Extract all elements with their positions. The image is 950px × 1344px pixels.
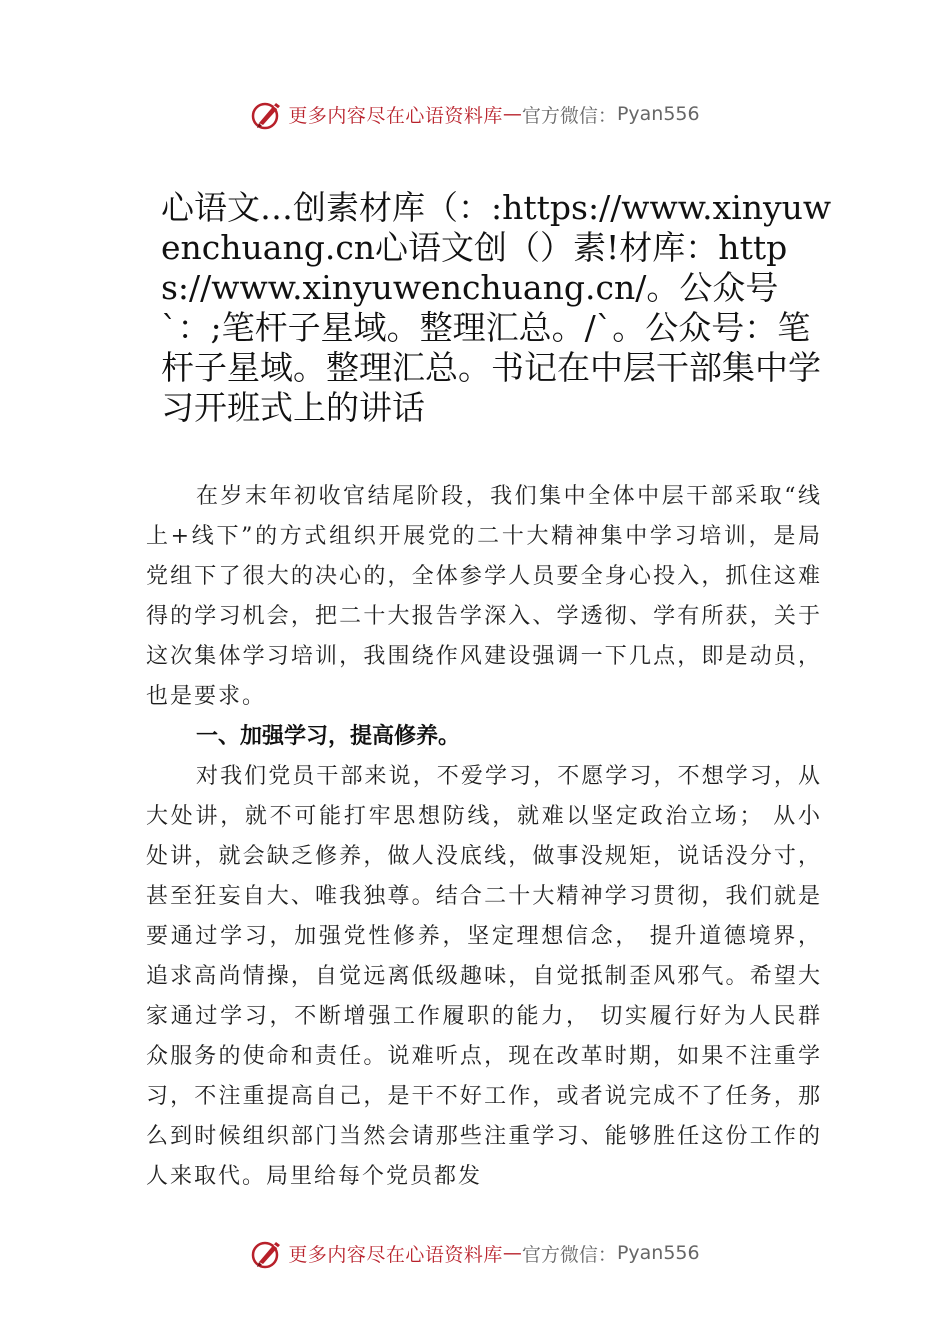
quill-pen-logo-icon <box>250 97 284 131</box>
banner-wechat-label: 官方微信： <box>521 1243 617 1266</box>
quill-pen-logo-icon <box>250 1236 284 1270</box>
body-paragraph-1: 在岁末年初收官结尾阶段，我们集中全体中层干部采取“线上+线下”的方式组织开展党的二十大精神集中学习培训，是局党组下了很大的决心的，全体参学人员要全身心投入，抓住这难得的学习机会，把二十大报告学深入、学透彻、学有所获，关于这次集体学习培训，我围绕作风建设强调一下几点，即是动员，也是要求。 <box>146 484 822 709</box>
header-banner <box>0 94 950 134</box>
body-paragraph-2: 对我们党员干部来说，不爱学习，不愿学习，不想学习，从大处讲，就不可能打牢思想防线，就难以坚定政治立场； 从小处讲，就会缺乏修养，做人没底线，做事没规矩，说话没分寸，甚至狂妄自大、唯我独尊。结合二十大精神学习贯彻，我们就是要通过学习，加强党性修养，坚定理想信念， 提升道德境界，追求高尚情操，自觉远离低级趣味，自觉抵制歪风邪气。希望大家通过学习，不断增强工作履职的能力， 切实履行好为人民群众服务的使命和责任。说难听点，现在改革时期，如果不注重学习，不注重提高自己，是干不好工作，或者说完成不了任务，那么到时候组织部门当然会请那些注重学习、能够胜任这份工作的人来取代。局里给每个党员都发 <box>146 764 822 1189</box>
document-body <box>146 477 822 1197</box>
banner-wechat-id: Pyan556 <box>616 103 700 125</box>
banner-brand-text: 更多内容尽在心语资料库 <box>288 104 503 127</box>
document-title: 心语文…创素材库（：:https://www.xinyuwenchuang.cn心语文创（）素!材库：https://www.xinyuwenchuang.cn/。公众号`：;笔杆子星域。整理汇总。/`。公众号：笔杆子星域。整理汇总。书记在中层干部集中学习开班式上的讲话 <box>161 188 832 427</box>
banner-wechat-id: Pyan556 <box>616 1242 700 1264</box>
section-heading-1: 一、加强学习，提高修养。 <box>196 724 461 749</box>
footer-banner <box>0 1233 950 1273</box>
banner-separator: — <box>502 1242 522 1264</box>
banner-separator: — <box>502 103 522 125</box>
banner-brand-text: 更多内容尽在心语资料库 <box>288 1243 503 1266</box>
banner-wechat-label: 官方微信： <box>521 104 617 127</box>
